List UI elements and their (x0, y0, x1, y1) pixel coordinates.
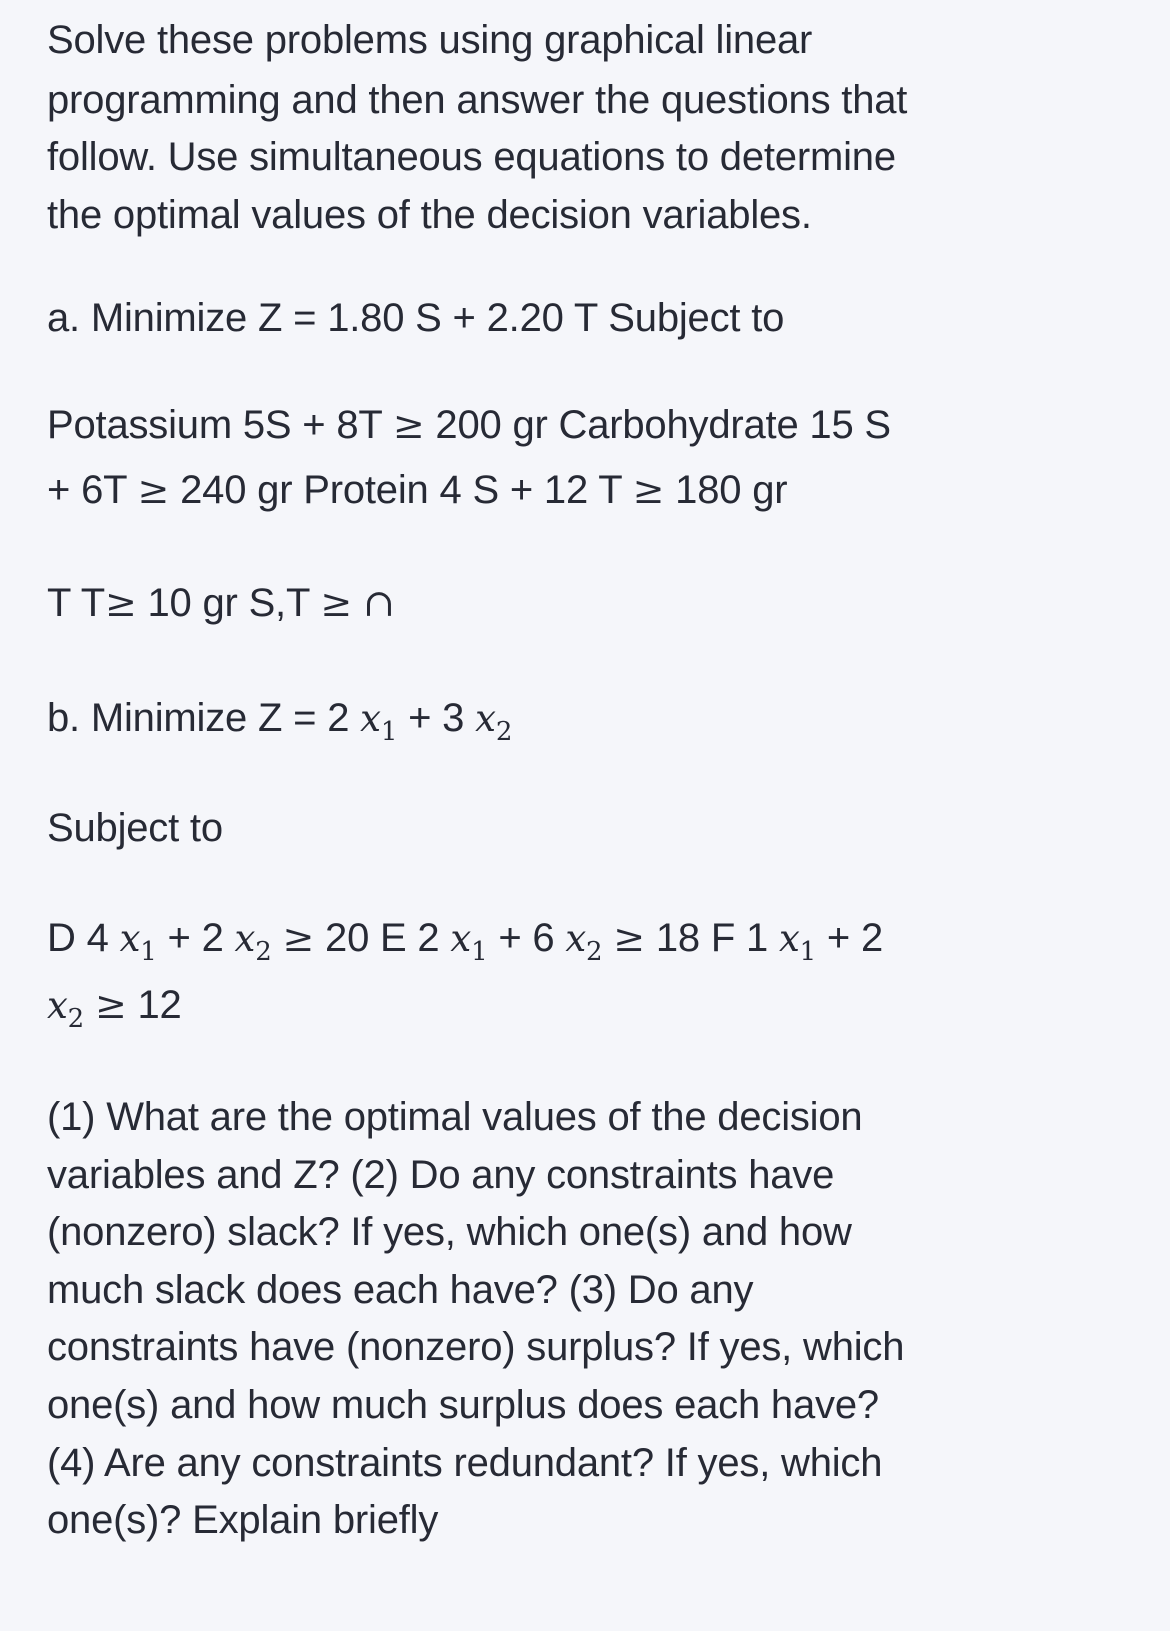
math-symbol: ≥ (104, 581, 137, 625)
text-line (47, 1435, 882, 1491)
text: 12 (126, 983, 182, 1027)
text-line (47, 690, 512, 747)
text: constraints have (nonzero) surplus? If yes, which (47, 1325, 905, 1369)
math-symbol: ≥ (392, 403, 425, 447)
text: a. Minimize Z = 1.80 S + 2.20 T Subject to (47, 296, 785, 340)
text: 240 gr Protein 4 S + 12 T (169, 468, 633, 512)
text (84, 983, 95, 1027)
subscript: 2 (67, 1004, 85, 1034)
text-line (47, 290, 784, 346)
text (272, 916, 283, 960)
text-line (47, 1089, 862, 1145)
math-symbol: ≥ (137, 468, 170, 512)
subscript: 1 (799, 937, 816, 967)
math-variable: $x_2$ (47, 984, 85, 1034)
text: variables and Z? (2) Do any constraints have (47, 1153, 835, 1197)
text-line (47, 1262, 753, 1318)
text: 10 gr S,T (136, 581, 321, 625)
math-symbol: ≥ (320, 581, 353, 625)
text: + 2 (156, 916, 235, 960)
subscript: 2 (495, 717, 513, 747)
math-variable: $x_1$ (778, 917, 816, 967)
math-variable: $x_2$ (234, 917, 272, 967)
text-line (47, 12, 812, 68)
text: the optimal values of the decision variables. (47, 193, 812, 237)
text: (4) Are any constraints redundant? If yes, which (47, 1441, 883, 1485)
subscript: 1 (140, 937, 157, 967)
text: 200 gr Carbohydrate 15 S (424, 403, 891, 447)
text: + 3 (397, 696, 476, 740)
text: follow. Use simultaneous equations to determine (47, 135, 896, 179)
text-line (47, 397, 891, 453)
text: much slack does each have? (3) Do any (47, 1268, 754, 1312)
text: b. Minimize Z = 2 (47, 696, 361, 740)
text-line (47, 977, 182, 1034)
math-variable: $x_2$ (475, 697, 513, 747)
text-line (47, 1377, 879, 1433)
math-symbol: ≥ (282, 916, 315, 960)
text: one(s) and how much surplus does each have? (47, 1383, 879, 1427)
text: Subject to (47, 806, 223, 850)
text-line (47, 1319, 904, 1375)
text-line (47, 129, 896, 185)
math-variable: $x_2$ (565, 917, 603, 967)
text: 20 E 2 (314, 916, 451, 960)
text (352, 581, 363, 625)
text-line (47, 462, 787, 518)
text: (1) What are the optimal values of the decision (47, 1095, 863, 1139)
text-line (47, 910, 883, 967)
text-line (47, 1492, 438, 1548)
text: + 6T (47, 468, 138, 512)
text: + 2 (815, 916, 884, 960)
text-line (47, 1204, 852, 1260)
text: T T (47, 581, 105, 625)
subscript: 1 (380, 717, 398, 747)
text: + 6 (487, 916, 566, 960)
text: Potassium 5S + 8T (47, 403, 393, 447)
math-symbol: ≥ (613, 916, 645, 960)
subscript: 2 (255, 937, 272, 967)
text: 18 F 1 (644, 916, 779, 960)
math-symbol: ∩ (362, 581, 395, 625)
subscript: 1 (471, 937, 488, 967)
text (602, 916, 613, 960)
math-variable: $x_1$ (360, 697, 398, 747)
text-line (47, 72, 907, 128)
text: one(s)? Explain briefly (47, 1498, 439, 1542)
text: (nonzero) slack? If yes, which one(s) and how (47, 1210, 852, 1254)
text: D 4 (47, 916, 120, 960)
subscript: 2 (586, 937, 603, 967)
text: 180 gr (664, 468, 788, 512)
text-line (47, 800, 223, 856)
text-line (47, 575, 395, 631)
text-line (47, 187, 812, 243)
math-symbol: ≥ (632, 468, 665, 512)
math-symbol: ≥ (94, 983, 127, 1027)
math-variable: $x_1$ (119, 917, 157, 967)
math-variable: $x_1$ (450, 917, 488, 967)
text: Solve these problems using graphical linear (47, 18, 813, 62)
text: programming and then answer the questions that (47, 78, 908, 122)
text-line (47, 1147, 834, 1203)
